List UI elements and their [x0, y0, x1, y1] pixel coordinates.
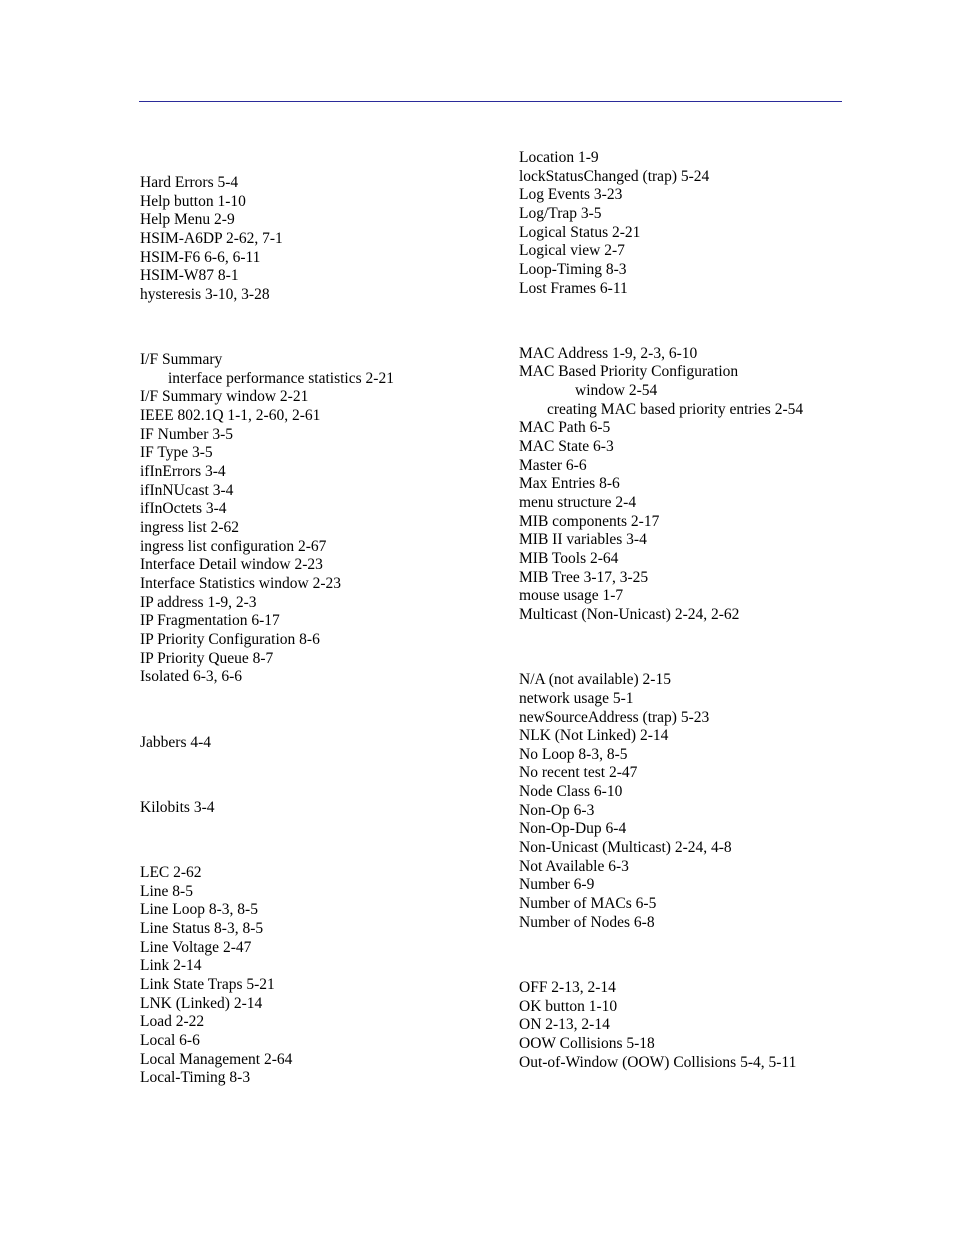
index-entry: Number of Nodes 6-8 [519, 913, 655, 931]
index-entry: N/A (not available) 2-15 [519, 671, 671, 689]
index-entry: No recent test 2-47 [519, 764, 638, 782]
index-entry: Non-Op 6-3 [519, 801, 595, 819]
index-entry: ingress list 2-62 [140, 519, 240, 537]
index-entry: Node Class 6-10 [519, 783, 623, 801]
index-entry: OFF 2-13, 2-14 [519, 978, 616, 996]
index-entry: OK button 1-10 [519, 997, 618, 1015]
index-entry: Number 6-9 [519, 876, 595, 894]
index-entry: Interface Statistics window 2-23 [140, 574, 342, 592]
index-entry: Multicast (Non-Unicast) 2-24, 2-62 [519, 605, 740, 623]
index-entry: MAC Path 6-5 [519, 419, 611, 437]
index-entry: Jabbers 4-4 [140, 733, 212, 751]
index-entry: menu structure 2-4 [519, 494, 637, 512]
index-entry: I/F Summary [140, 351, 223, 369]
index-entry: HSIM-A6DP 2-62, 7-1 [140, 229, 283, 247]
index-subentry: interface performance statistics 2-21 [168, 369, 394, 387]
index-entry: Number of MACs 6-5 [519, 895, 657, 912]
index-subentry: creating MAC based priority entries 2-54 [547, 400, 804, 418]
index-entry: ON 2-13, 2-14 [519, 1016, 610, 1034]
index-entry: HSIM-W87 8-1 [140, 267, 239, 285]
index-entry: MAC State 6-3 [519, 438, 614, 456]
index-entry: Location 1-9 [519, 149, 599, 166]
index-entry: Line 8-5 [140, 882, 193, 900]
index-entry: Logical Status 2-21 [519, 223, 641, 241]
index-entry: IP Priority Queue 8-7 [140, 649, 274, 667]
index-entry: IF Number 3-5 [140, 425, 233, 443]
index-entry: No Loop 8-3, 8-5 [519, 745, 628, 763]
index-entry: ingress list configuration 2-67 [140, 537, 327, 555]
index-entry: Local-Timing 8-3 [140, 1069, 251, 1087]
index-entry: Log/Trap 3-5 [519, 204, 602, 222]
index-entry: Help Menu 2-9 [140, 211, 235, 229]
index-entry: network usage 5-1 [519, 689, 634, 707]
index-entry: IP address 1-9, 2-3 [140, 593, 257, 611]
index-entry: Max Entries 8-6 [519, 475, 620, 493]
index-entry: MIB II variables 3-4 [519, 531, 647, 549]
index-entry: ifInNUcast 3-4 [140, 481, 234, 499]
index-entry: Not Available 6-3 [519, 857, 629, 875]
index-entry: Loop-Timing 8-3 [519, 260, 627, 278]
index-entry: Lost Frames 6-11 [519, 279, 628, 297]
index-entry: OOW Collisions 5-18 [519, 1034, 655, 1052]
index-entry: Help button 1-10 [140, 192, 246, 210]
index-entry: MIB Tools 2-64 [519, 549, 619, 567]
index-entry: Local Management 2-64 [140, 1050, 293, 1068]
index-entry: mouse usage 1-7 [519, 587, 624, 605]
index-subentry: window 2-54 [575, 382, 658, 400]
index-entry: Link 2-14 [140, 957, 202, 975]
index-entry: Logical view 2-7 [519, 242, 625, 260]
index-entry: Local 6-6 [140, 1031, 200, 1049]
index-entry: IF Type 3-5 [140, 444, 213, 462]
header-rule [139, 101, 842, 102]
index-entry: MIB Tree 3-17, 3-25 [519, 568, 649, 586]
index-entry: Line Loop 8-3, 8-5 [140, 901, 258, 919]
index-entry: Kilobits 3-4 [140, 798, 215, 816]
index-entry: Isolated 6-3, 6-6 [140, 668, 243, 686]
index-entry: Master 6-6 [519, 456, 587, 474]
index-entry: Non-Unicast (Multicast) 2-24, 4-8 [519, 839, 732, 857]
index-entry: ifInErrors 3-4 [140, 463, 226, 481]
index-entry: LNK (Linked) 2-14 [140, 994, 263, 1012]
index-entry: ifInOctets 3-4 [140, 500, 227, 518]
index-entry: IP Priority Configuration 8-6 [140, 630, 320, 648]
index-entry: Line Status 8-3, 8-5 [140, 920, 264, 937]
index-entry: newSourceAddress (trap) 5-23 [519, 708, 710, 726]
index-entry: MAC Address 1-9, 2-3, 6-10 [519, 344, 698, 362]
index-entry: lockStatusChanged (trap) 5-24 [519, 167, 710, 185]
index-entry: LEC 2-62 [140, 864, 202, 882]
index-entry: Log Events 3-23 [519, 186, 623, 204]
index-entry: Out-of-Window (OOW) Collisions 5-4, 5-11 [519, 1053, 797, 1071]
index-entry: MIB components 2-17 [519, 512, 660, 530]
index-entry: IEEE 802.1Q 1-1, 2-60, 2-61 [140, 407, 321, 425]
index-entry: Interface Detail window 2-23 [140, 556, 323, 574]
index-entry: Link State Traps 5-21 [140, 975, 275, 993]
index-entry: MAC Based Priority Configuration [519, 363, 739, 381]
index-entry: I/F Summary window 2-21 [140, 388, 309, 406]
index-entry: Load 2-22 [140, 1013, 205, 1031]
index-entry: HSIM-F6 6-6, 6-11 [140, 248, 261, 266]
index-entry: Line Voltage 2-47 [140, 938, 252, 956]
index-entry: IP Fragmentation 6-17 [140, 612, 280, 630]
index-entry: NLK (Not Linked) 2-14 [519, 727, 669, 745]
index-entry: hysteresis 3-10, 3-28 [140, 285, 270, 303]
index-entry: Hard Errors 5-4 [140, 174, 239, 191]
index-entry: Non-Op-Dup 6-4 [519, 820, 627, 838]
